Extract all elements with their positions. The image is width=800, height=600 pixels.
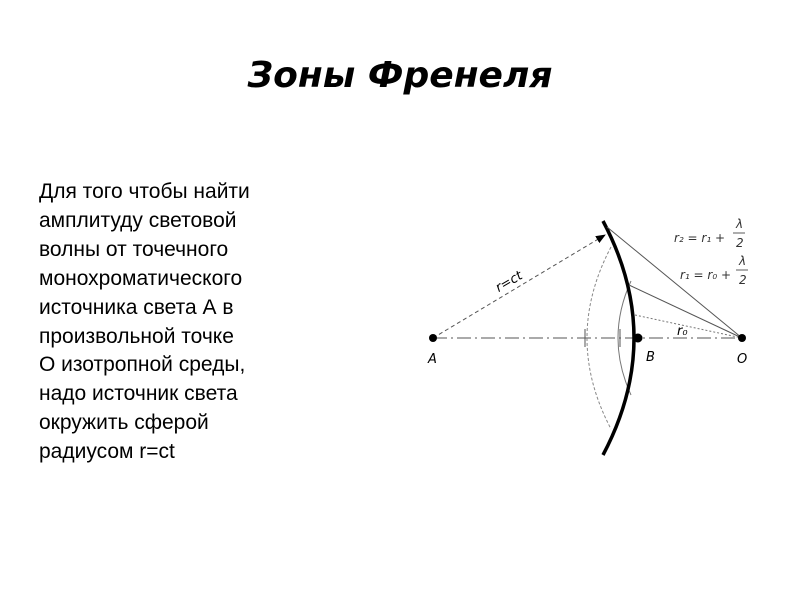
body-line: источника света А в [39,295,234,319]
label-b: B [646,350,655,365]
radius-arrow [433,235,605,338]
label-o: O [737,352,748,367]
formula-r1 [680,254,748,287]
label-a: A [428,352,437,367]
body-line: амплитуду световой [39,208,237,232]
formula-r1-den: 2 [739,273,747,287]
formula-r2-den: 2 [736,236,744,250]
body-line: монохроматического [39,266,243,290]
slide-body-text [39,178,304,467]
formula-r1-num: λ [739,254,747,268]
formula-r1-lhs: r₁ = r₀ + [680,268,732,282]
body-line: надо источник света [39,382,238,406]
point-a-icon [429,334,437,342]
ray-inner [635,315,742,338]
slide-title: Зоны Френеля [247,55,553,96]
body-line: Для того чтобы найти [39,180,250,203]
body-line: волны от точечного [39,237,229,261]
body-line: радиусом r=ct [39,440,175,464]
fresnel-zone-diagram [415,205,785,470]
formula-r2-lhs: r₂ = r₁ + [674,231,726,245]
formula-r2-num: λ [736,217,744,231]
label-radius: r=ct [493,268,526,296]
body-line: произвольной точке [39,324,234,348]
point-b-icon [634,334,643,343]
body-line: О изотропной среды, [39,353,246,377]
label-r0: r₀ [677,324,688,339]
formula-r2 [674,217,745,250]
body-line: окружить сферой [39,411,209,435]
point-o-icon [738,334,746,342]
